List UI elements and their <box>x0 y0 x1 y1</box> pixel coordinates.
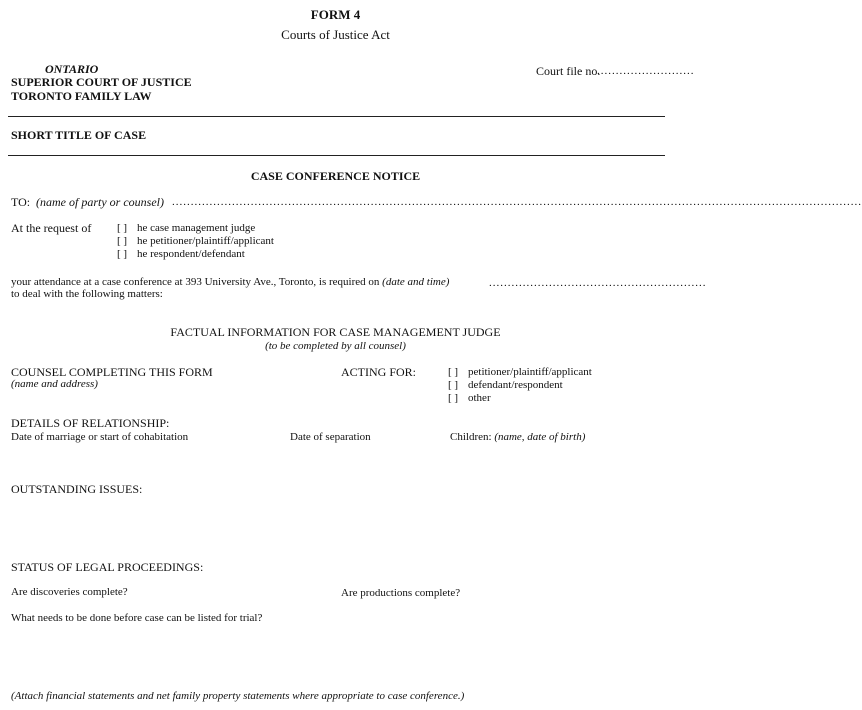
request-label: At the request of <box>11 221 92 235</box>
divider-middle <box>8 155 665 156</box>
court-file-dots: .......................... <box>597 65 695 77</box>
counsel-label: COUNSEL COMPLETING THIS FORM <box>11 365 213 379</box>
request-option-label: he respondent/defendant <box>137 248 245 260</box>
acting-checkbox[interactable]: [ ] <box>448 379 459 391</box>
acting-option-label: other <box>468 392 491 404</box>
attendance-field[interactable] <box>489 277 707 289</box>
relationship-label: DETAILS OF RELATIONSHIP: <box>11 416 170 430</box>
request-option-label: he petitioner/plaintiff/applicant <box>137 235 274 247</box>
attendance-sentence: your attendance at a case conference at 393 University Ave., Toronto, is required on <box>11 276 380 288</box>
court-name: SUPERIOR COURT OF JUSTICE <box>11 75 192 89</box>
request-option-judge[interactable] <box>117 222 255 234</box>
form-number: FORM 4 <box>310 7 361 22</box>
request-checkbox[interactable]: [ ] <box>117 235 128 247</box>
acting-for-label: ACTING FOR: <box>341 365 417 379</box>
factual-subtitle: (to be completed by all counsel) <box>265 340 406 352</box>
acting-checkbox[interactable]: [ ] <box>448 366 459 378</box>
before-trial-question: What needs to be done before case can be listed for trial? <box>11 612 263 624</box>
to-label: TO: <box>11 195 31 209</box>
court-file-label-text: Court file no. <box>536 64 601 78</box>
children-label-text: Children: <box>450 431 492 443</box>
children-label <box>450 431 585 443</box>
short-title-label: SHORT TITLE OF CASE <box>11 128 147 142</box>
to-hint: (name of party or counsel) <box>36 195 164 209</box>
request-option-respondent[interactable] <box>117 248 245 260</box>
attendance-hint: (date and time) <box>382 276 450 288</box>
request-option-petitioner[interactable] <box>117 235 274 247</box>
court-file-label <box>536 64 600 79</box>
acting-option-defendant[interactable] <box>448 379 563 391</box>
to-dots: ........................................................................................................................................................................................ <box>172 196 862 208</box>
separation-date-label: Date of separation <box>290 431 371 443</box>
attendance-followup: to deal with the following matters: <box>11 288 163 300</box>
attendance-text <box>11 276 449 288</box>
factual-title: FACTUAL INFORMATION FOR CASE MANAGEMENT JUDGE <box>170 325 501 339</box>
marriage-date-label: Date of marriage or start of cohabitation <box>11 431 189 443</box>
productions-question: Are productions complete? <box>341 587 461 599</box>
notice-title: CASE CONFERENCE NOTICE <box>250 169 421 183</box>
counsel-hint: (name and address) <box>11 378 98 390</box>
acting-option-other[interactable] <box>448 392 491 404</box>
divider-top <box>8 116 665 117</box>
act-title: Courts of Justice Act <box>281 27 390 42</box>
court-location: TORONTO FAMILY LAW <box>11 89 152 103</box>
attendance-dots: .......................................................... <box>489 277 707 289</box>
acting-option-label: defendant/respondent <box>468 379 563 391</box>
discoveries-question: Are discoveries complete? <box>11 586 128 598</box>
children-hint: (name, date of birth) <box>494 431 586 443</box>
acting-option-petitioner[interactable] <box>448 366 592 378</box>
acting-checkbox[interactable]: [ ] <box>448 392 459 404</box>
court-file-field[interactable] <box>597 65 695 77</box>
status-label: STATUS OF LEGAL PROCEEDINGS: <box>11 560 204 574</box>
footer-note: (Attach financial statements and net family property statements where appropriate to case conference.) <box>11 690 465 702</box>
request-option-label: he case management judge <box>137 222 256 234</box>
court-province: ONTARIO <box>45 62 99 76</box>
request-checkbox[interactable]: [ ] <box>117 248 128 260</box>
to-field[interactable] <box>172 196 862 208</box>
acting-option-label: petitioner/plaintiff/applicant <box>468 366 592 378</box>
request-checkbox[interactable]: [ ] <box>117 222 128 234</box>
outstanding-issues-label: OUTSTANDING ISSUES: <box>11 482 143 496</box>
